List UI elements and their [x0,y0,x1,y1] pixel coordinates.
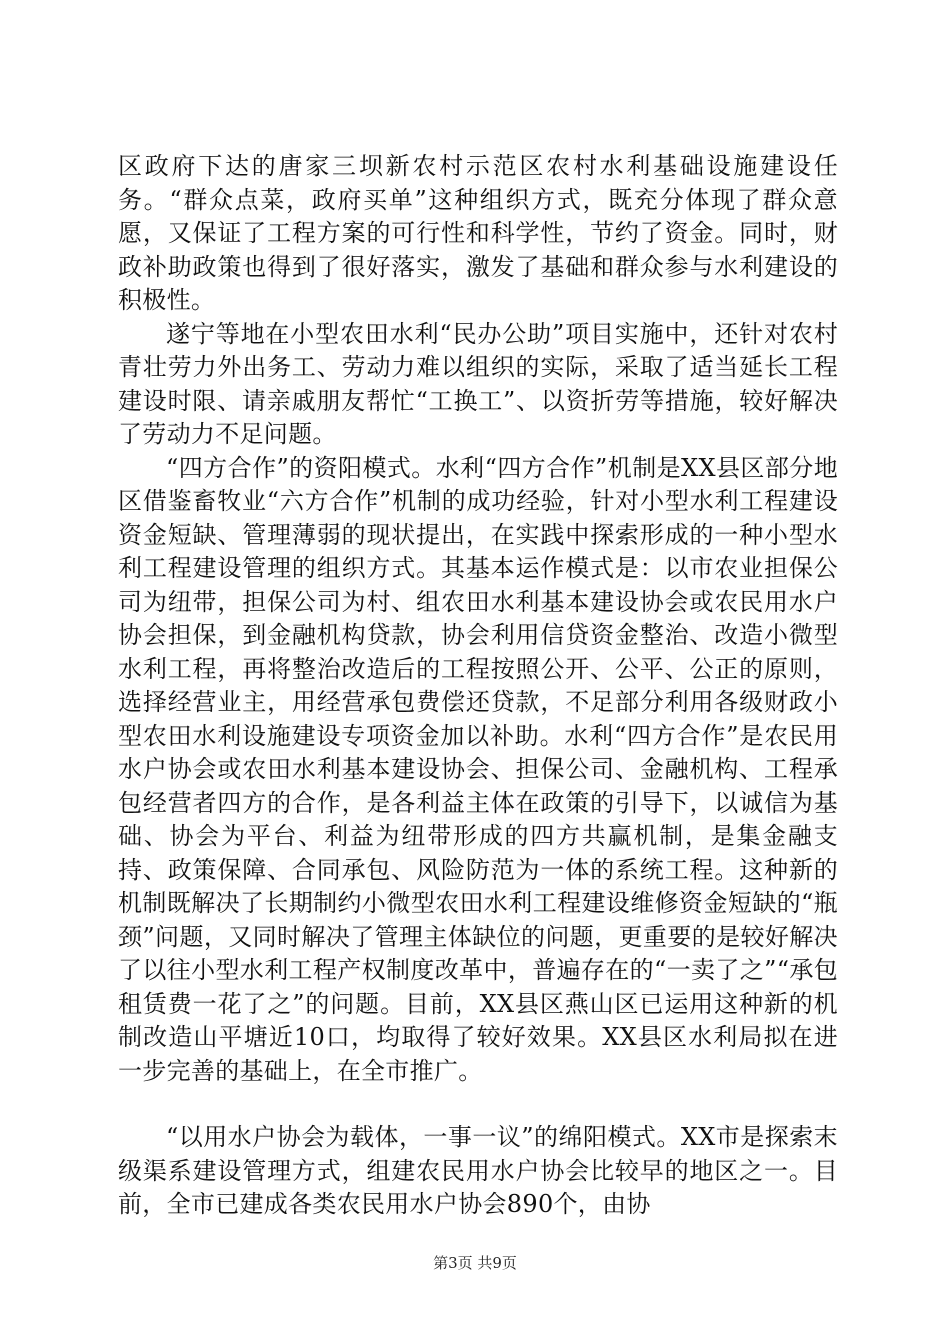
paragraph-mianyang-model: “以用水户协会为载体，一事一议”的绵阳模式。XX市是探索末级渠系建设管理方式，组建农民用水户协会比较早的地区之一。目前，全市已建成各类农民用水户协会890个，由协 [118,1123,838,1218]
page-footer: 第3页 共9页 [433,1254,517,1272]
paragraph-continued: 区政府下达的唐家三坝新农村示范区农村水利基础设施建设任务。“群众点菜，政府买单”这种组织方式，既充分体现了群众意愿，又保证了工程方案的可行性和科学性，节约了资金。同时，财政补助政策也得到了很好落实，激发了基础和群众参与水利建设的积极性。 [118,152,838,314]
paragraph-suining: 遂宁等地在小型农田水利“民办公助”项目实施中，还针对农村青壮劳力外出务工、劳动力难以组织的实际，采取了适当延长工程建设时限、请亲戚朋友帮忙“工换工”、以资折劳等措施，较好解决了劳动力不足问题。 [118,319,838,448]
document-body [118,150,838,1222]
paragraph-ziyang-model: “四方合作”的资阳模式。水利“四方合作”机制是XX县区部分地区借鉴畜牧业“六方合作”机制的成功经验，针对小型水利工程建设资金短缺、管理薄弱的现状提出，在实践中探索形成的一种小型水利工程建设管理的组织方式。其基本运作模式是：以市农业担保公司为纽带，担保公司为村、组农田水利基本建设协会或农民用水户协会担保，到金融机构贷款，协会利用信贷资金整治、改造小微型水利工程，再将整治改造后的工程按照公开、公平、公正的原则，选择经营业主，用经营承包费偿还贷款，不足部分利用各级财政小型农田水利设施建设专项资金加以补助。水利“四方合作”是农民用水户协会或农田水利基本建设协会、担保公司、金融机构、工程承包经营者四方的合作，是各利益主体在政策的引导下，以诚信为基础、协会为平台、利益为纽带形成的四方共赢机制，是集金融支持、政策保障、合同承包、风险防范为一体的系统工程。这种新的机制既解决了长期制约小微型农田水利工程建设维修资金短缺的“瓶颈”问题，又同时解决了管理主体缺位的问题，更重要的是较好解决了以往小型水利工程产权制度改革中，普遍存在的“一卖了之”“承包租赁费一花了之”的问题。目前，XX县区燕山区已运用这种新的机制改造山平塘近10口，均取得了较好效果。XX县区水利局拟在进一步完善的基础上，在全市推广。 [118,453,838,1085]
